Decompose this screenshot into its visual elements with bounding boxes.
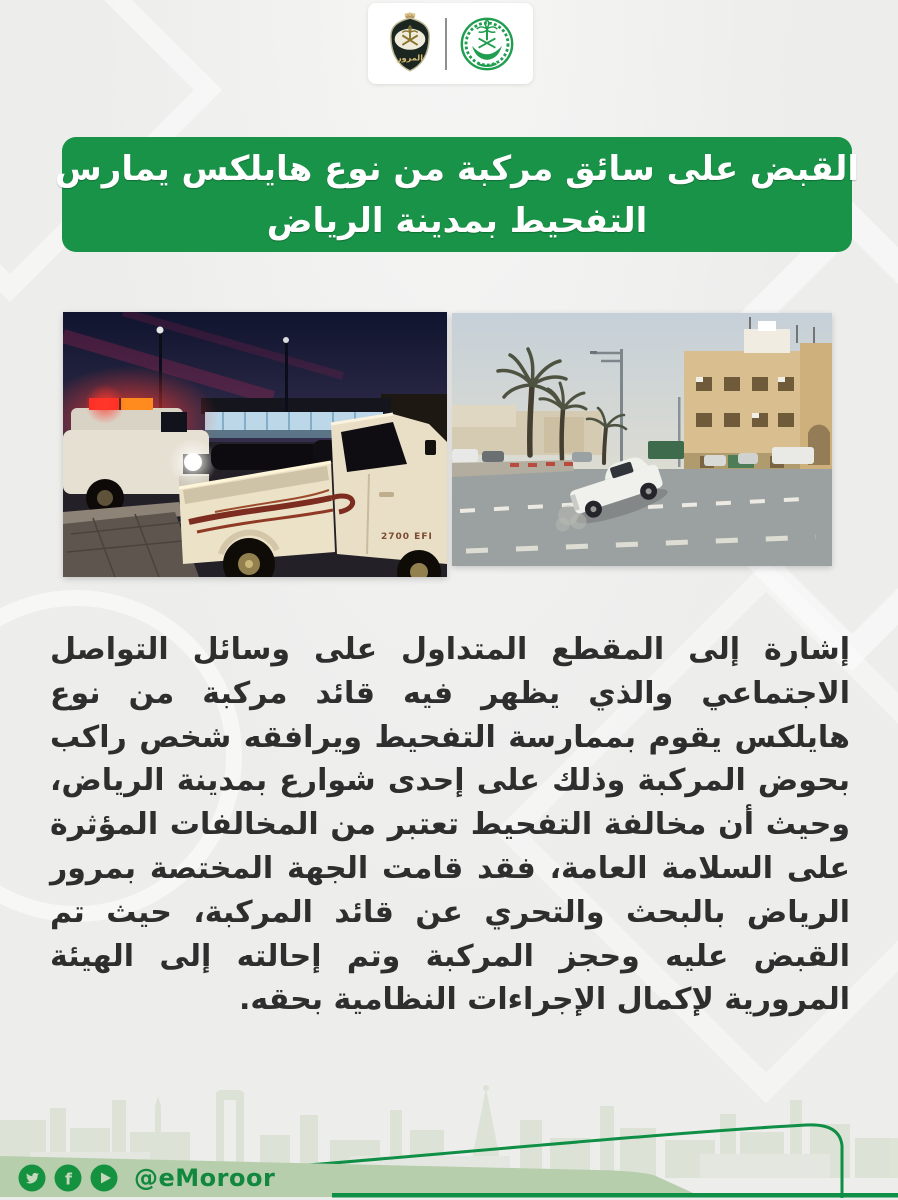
twitter-icon[interactable] <box>18 1164 46 1192</box>
header-logo-card <box>368 3 533 84</box>
youtube-icon[interactable] <box>90 1164 118 1192</box>
social-links-bar <box>18 1163 279 1193</box>
logo-divider <box>445 18 447 70</box>
headline-line-1: القبض على سائق مركبة من نوع هايلكس يمارس <box>54 148 860 189</box>
ministry-of-interior-emblem-icon <box>459 16 515 72</box>
headline-line-2: التفحيط بمدينة الرياض <box>266 200 648 241</box>
photo-night-arrest-scene <box>63 312 447 577</box>
facebook-icon[interactable] <box>54 1164 82 1192</box>
truck-decal-text: 2700 EFI <box>381 532 433 542</box>
traffic-police-badge-icon <box>387 12 433 76</box>
social-handle: @eMoroor <box>134 1164 276 1192</box>
body-paragraph: إشارة إلى المقطع المتداول على وسائل التواصل الاجتماعي والذي يظهر فيه قائد مركبة من نوع هايلكس يقوم بممارسة التفحيط ويرافقه شخص راكب بحوض المركبة وذلك على إحدى شوارع بمدينة الرياض، وحيث أن مخالفة التفحيط تعتبر من المخالفات المؤثرة على السلامة العامة، فقد قامت الجهة المختصة بمرور الرياض بالبحث والتحري عن قائد المركبة، حيث تم القبض عليه وحجز المركبة وتم إحالته إلى الهيئة المرورية لإكمال الإجراءات النظامية بحقه. <box>50 632 850 1018</box>
facebook-glyph: f <box>65 1169 72 1189</box>
traffic-badge-text: المرور <box>396 51 423 62</box>
photo-daytime-drift-scene <box>452 313 832 566</box>
headline-banner <box>54 137 860 252</box>
